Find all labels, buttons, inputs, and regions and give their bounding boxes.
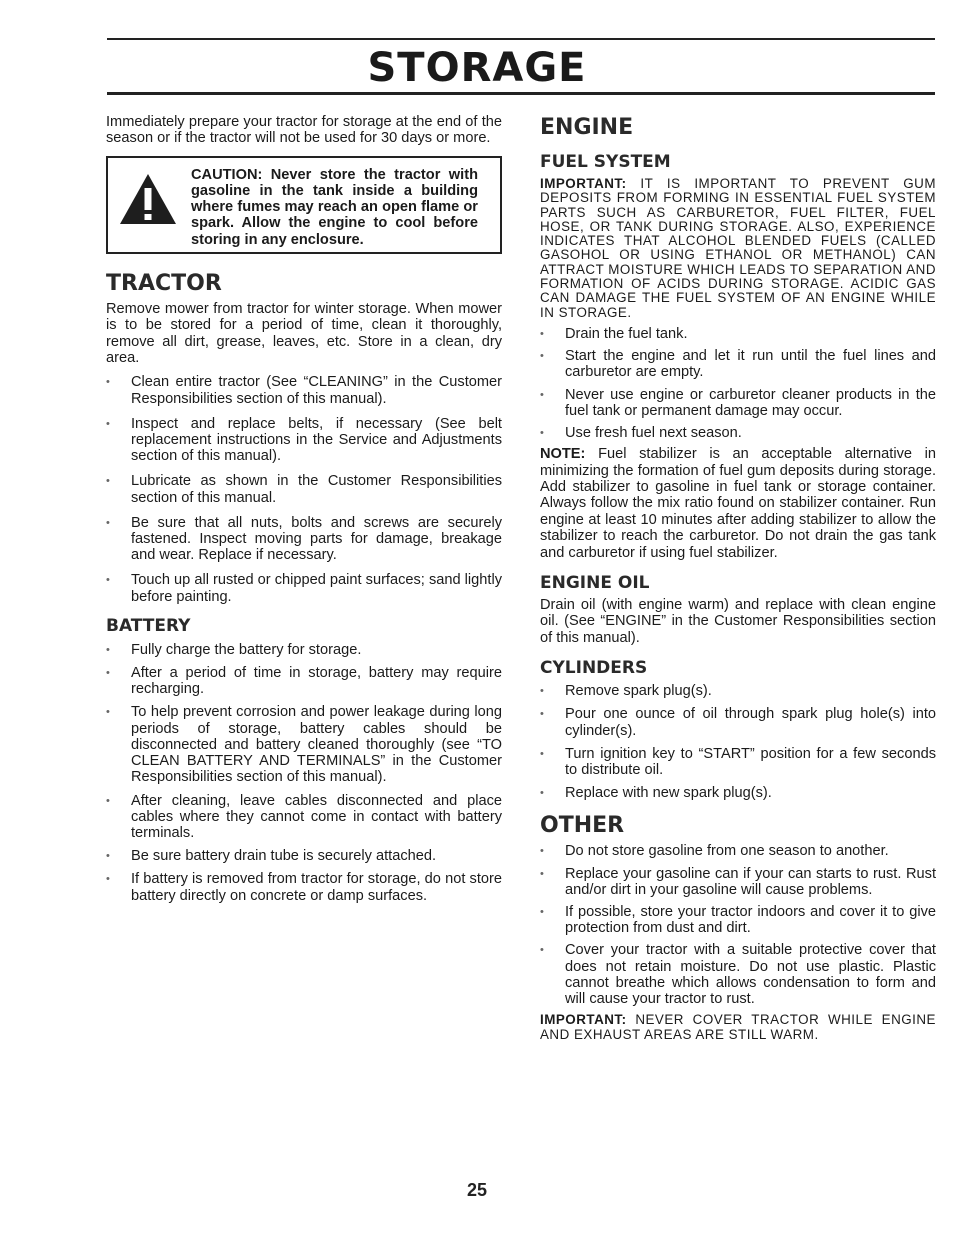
- left-column: [106, 114, 502, 904]
- warning-triangle-icon: [118, 172, 178, 226]
- list-item: • After cleaning, leave cables disconnected and place cables where they cannot come in contact with battery terminals.: [106, 793, 502, 842]
- caution-text: CAUTION: Never store the tractor with gasoline in the tank inside a building where fumes may reach an open flame or spark. Allow the engine to cool before storing in any enclosure.: [191, 166, 478, 248]
- other-list: [540, 843, 936, 1007]
- fuel-system-heading: FUEL SYSTEM: [540, 152, 671, 172]
- cylinders-heading: CYLINDERS: [540, 658, 648, 679]
- cylinders-list: [540, 683, 936, 801]
- important-text: IT IS IMPORTANT TO PREVENT GUM DEPOSITS FROM FORMING IN ESSENTIAL FUEL SYSTEM PARTS SUCH AS CARBURETOR, FUEL FILTER, FUEL HOSE, OR TANK DURING STORAGE. ALSO, EXPERIENCE INDICATES THAT ALCOHOL BLENDED FUELS (CALLED GASOHOL OR USING ETHANOL OR METHANOL) CAN ATTRACT MOISTURE WHICH LEADS TO SEPARATION AND FORMATION OF ACIDS DURING STORAGE. ACIDIC GAS CAN DAMAGE THE FUEL SYSTEM OF AN ENGINE WHILE IN STORAGE.: [540, 176, 936, 320]
- list-item: • Turn ignition key to “START” position for a few seconds to distribute oil.: [540, 746, 936, 778]
- list-item: • Lubricate as shown in the Customer Responsibilities section of this manual.: [106, 473, 502, 505]
- note-text: Fuel stabilizer is an acceptable alternative in minimizing the formation of fuel gum deposits during storage. Add stabilizer to gasoline in fuel tank or storage container. Always follow the mix ratio found on stabilizer container. Run engine at least 10 minutes after adding stabilizer to allow the stabilizer to reach the carburetor. Do not drain the gas tank and carburetor if using fuel stabilizer.: [540, 446, 936, 561]
- fuel-important: [540, 177, 936, 320]
- list-item: • Replace with new spark plug(s).: [540, 785, 936, 801]
- list-item: • Clean entire tractor (See “CLEANING” in the Customer Responsibilities section of this manual).: [106, 374, 502, 406]
- engine-oil-heading: ENGINE OIL: [540, 573, 650, 594]
- battery-heading: BATTERY: [106, 615, 191, 636]
- list-item: • To help prevent corrosion and power leakage during long periods of storage, battery cables should be disconnected and battery cleaned thoroughly (see “TO CLEAN BATTERY AND TERMINALS” in the Customer Responsibilities section of this manual).: [106, 704, 502, 785]
- battery-list: [106, 642, 502, 904]
- list-item: • Remove spark plug(s).: [540, 683, 936, 699]
- list-item: • Touch up all rusted or chipped paint surfaces; sand lightly before painting.: [106, 572, 502, 604]
- other-heading: OTHER: [540, 813, 625, 839]
- intro-text: Immediately prepare your tractor for storage at the end of the season or if the tractor will not be used for 30 days or more.: [106, 114, 502, 147]
- page-title: STORAGE: [367, 45, 587, 91]
- list-item: • After a period of time in storage, battery may require recharging.: [106, 665, 502, 697]
- list-item: • Never use engine or carburetor cleaner products in the fuel tank or permanent damage may occur.: [540, 387, 936, 419]
- list-item: • Cover your tractor with a suitable protective cover that does not retain moisture. Do not use plastic. Plastic cannot breathe which allows condensation to form and will cause your tractor to rust.: [540, 942, 936, 1007]
- list-item: • Be sure battery drain tube is securely attached.: [106, 848, 502, 864]
- list-item: • Replace your gasoline can if your can starts to rust. Rust and/or dirt in your gasoline will cause problems.: [540, 866, 936, 898]
- important-label: IMPORTANT:: [540, 176, 627, 191]
- engine-oil-text: Drain oil (with engine warm) and replace with clean engine oil. (See “ENGINE” in the Customer Responsibilities section of this manual).: [540, 597, 936, 646]
- note-label: NOTE:: [540, 446, 586, 463]
- list-item: • Use fresh fuel next season.: [540, 425, 936, 441]
- list-item: • Drain the fuel tank.: [540, 326, 936, 342]
- important-text: NEVER COVER TRACTOR WHILE ENGINE AND EXHAUST AREAS ARE STILL WARM.: [540, 1012, 936, 1042]
- tractor-intro: Remove mower from tractor for winter storage. When mower is to be stored for a period of time, clean it thoroughly, remove all dirt, grease, leaves, etc. Store in a clean, dry area.: [106, 300, 502, 367]
- tractor-list: [106, 374, 502, 604]
- list-item: • If possible, store your tractor indoors and cover it to give protection from dust and dirt.: [540, 904, 936, 936]
- list-item: • Start the engine and let it run until the fuel lines and carburetor are empty.: [540, 348, 936, 380]
- important-label: IMPORTANT:: [540, 1012, 627, 1028]
- list-item: • Be sure that all nuts, bolts and screws are securely fastened. Inspect moving parts for damage, breakage and wear. Replace if necessary.: [106, 515, 502, 564]
- list-item: • If battery is removed from tractor for storage, do not store battery directly on concrete or damp surfaces.: [106, 871, 502, 903]
- title-underline: [107, 92, 935, 95]
- caution-box: [106, 156, 502, 254]
- list-item: • Inspect and replace belts, if necessary (See belt replacement instructions in the Service and Adjustments section of this manual).: [106, 416, 502, 465]
- list-item: • Do not store gasoline from one season to another.: [540, 843, 936, 859]
- fuel-list: [540, 326, 936, 441]
- page-number: 25: [466, 1180, 488, 1200]
- right-column: [540, 114, 936, 1042]
- list-item: • Pour one ounce of oil through spark plug hole(s) into cylinder(s).: [540, 706, 936, 738]
- tractor-heading: TRACTOR: [106, 270, 222, 296]
- list-item: • Fully charge the battery for storage.: [106, 642, 502, 658]
- other-important: [540, 1013, 936, 1042]
- fuel-note: [540, 446, 936, 561]
- top-rule: [107, 38, 935, 40]
- engine-heading: ENGINE: [540, 115, 634, 140]
